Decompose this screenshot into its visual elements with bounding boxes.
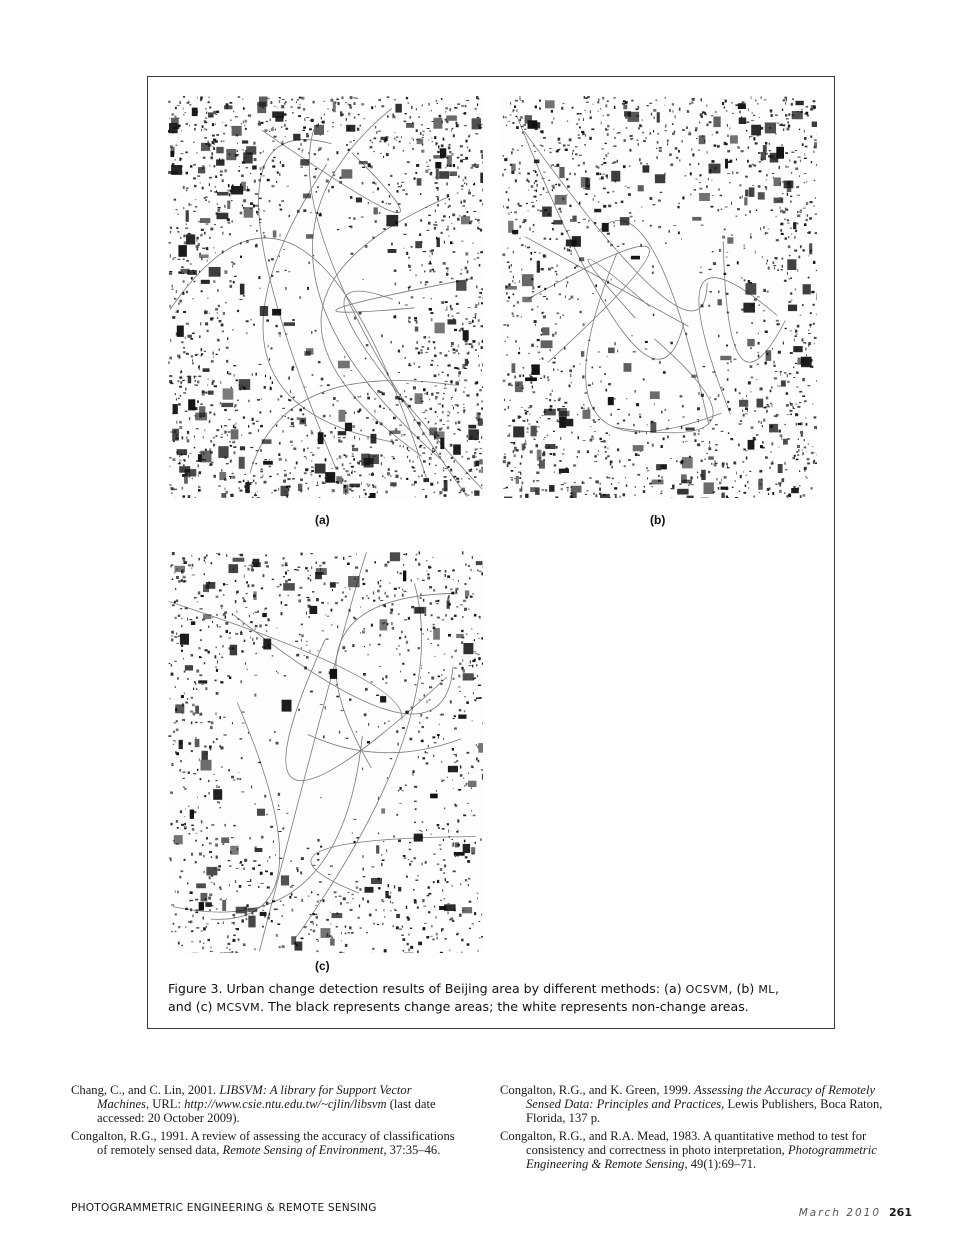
reference-url-link[interactable]: http://www.csie.ntu.edu.tw/~cjlin/libsvm: [184, 1097, 387, 1111]
caption-mid2: ,: [774, 981, 779, 996]
reference-entry: [500, 1083, 910, 1125]
reference-text: , URL:: [145, 1097, 185, 1111]
reference-text: , 49(1):69–71.: [684, 1157, 757, 1171]
caption-line2-start: and (c): [168, 999, 217, 1014]
reference-entry: [71, 1129, 466, 1157]
figure-panel-b-image: [502, 96, 817, 498]
figure-caption: [168, 980, 818, 1016]
figure-frame: [147, 76, 835, 1029]
reference-text: Chang, C., and C. Lin, 2001.: [71, 1083, 220, 1097]
reference-text: , Lewis Publishers, Boca Raton, Florida, 137 p.: [526, 1097, 883, 1125]
caption-suffix: . The black represents change areas; the white represents non-change areas.: [260, 999, 749, 1014]
reference-title: Assessing the Accuracy of Remotely Sensed Data: Principles and Practices: [526, 1083, 876, 1111]
caption-method-a: OCSVM: [685, 983, 729, 996]
caption-method-b: ML: [758, 983, 775, 996]
reference-entry: [500, 1129, 910, 1171]
panel-b-svg: [502, 96, 817, 498]
reference-text: Congalton, R.G., 1991. A review of assessing the accuracy of classifications of remotely sensed data,: [71, 1129, 455, 1157]
panel-a-label: (a): [315, 513, 330, 527]
reference-text: (last date accessed: 20 October 2009).: [97, 1097, 436, 1125]
reference-title: LIBSVM: A library for Support Vector Machines: [97, 1083, 412, 1111]
figure-panel-c-image: [168, 551, 483, 953]
reference-text: , 37:35–46.: [383, 1143, 441, 1157]
caption-mid1: , (b): [728, 981, 759, 996]
panel-c-svg: [168, 551, 483, 953]
reference-text: Congalton, R.G., and K. Green, 1999.: [500, 1083, 695, 1097]
reference-entry: [71, 1083, 466, 1125]
footer-page-info: [799, 1201, 912, 1220]
figure-panel-a-image: [168, 96, 483, 498]
caption-method-c: MCSVM: [216, 1001, 261, 1014]
reference-text: Congalton, R.G., and R.A. Mead, 1983. A quantitative method to test for consistency and correctness in photo interpretation,: [500, 1129, 867, 1157]
panel-b-label: (b): [650, 513, 666, 527]
footer-page-number: 261: [889, 1206, 912, 1219]
caption-prefix: Figure 3. Urban change detection results of Beijing area by different methods: (a): [168, 981, 686, 996]
footer-date: March 2010: [798, 1207, 882, 1219]
reference-title: Remote Sensing of Environment: [222, 1143, 384, 1157]
references-left-column: [71, 1083, 466, 1161]
footer-journal-name: PHOTOGRAMMETRIC ENGINEERING & REMOTE SENSING: [71, 1202, 377, 1214]
references-right-column: [500, 1083, 910, 1175]
panel-a-svg: [168, 96, 483, 498]
reference-title: Photogrammetric Engineering & Remote Sensing: [526, 1143, 877, 1171]
panel-c-label: (c): [315, 959, 330, 973]
